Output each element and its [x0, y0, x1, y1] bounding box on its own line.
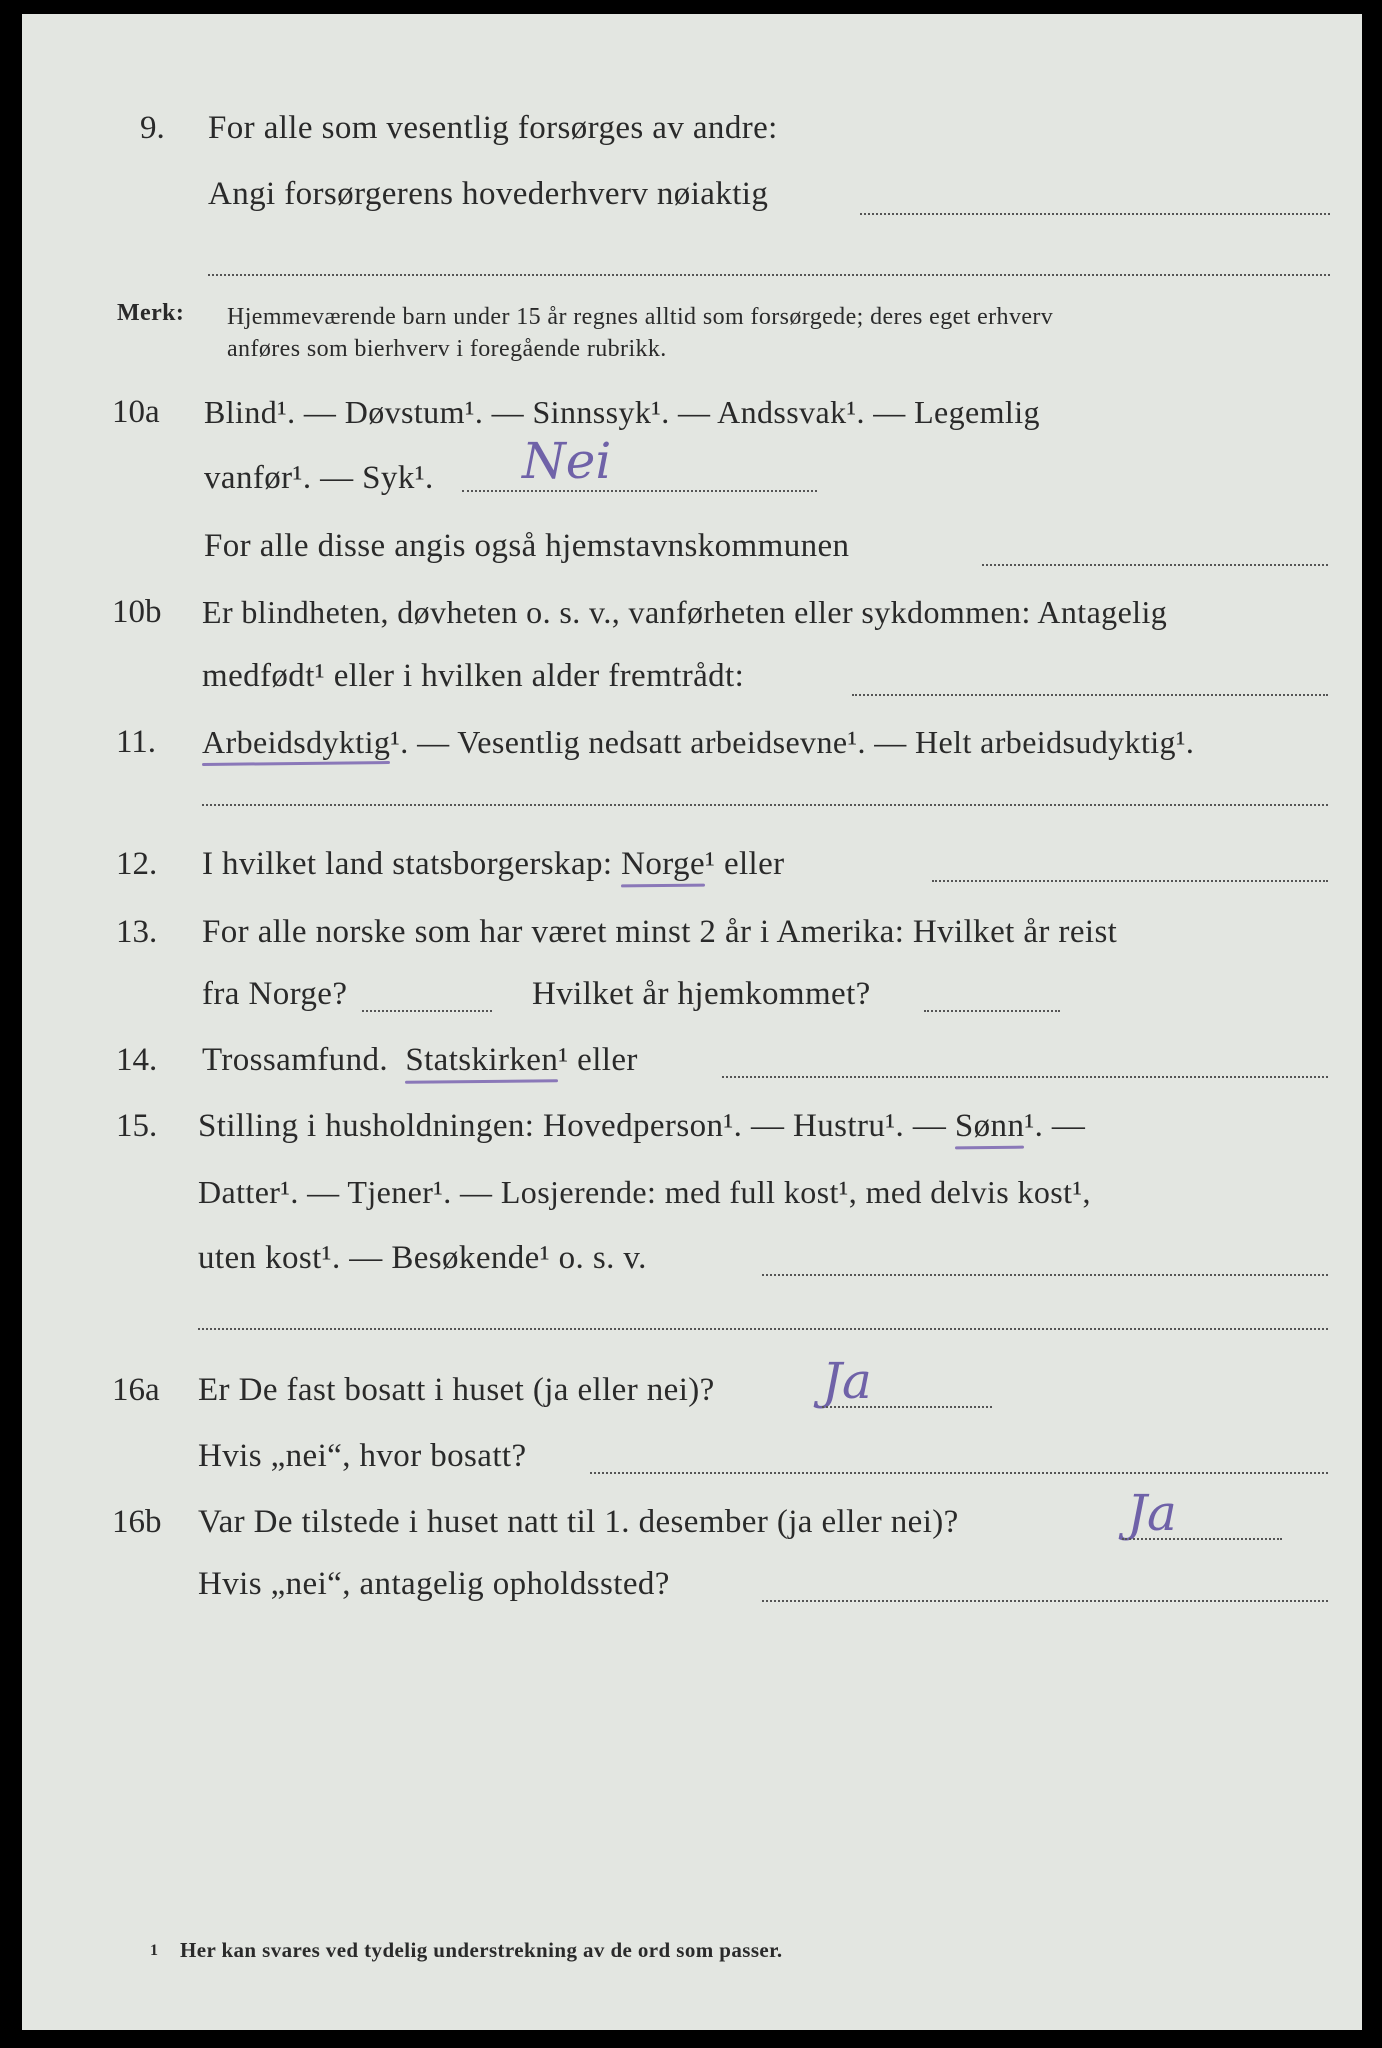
footnote-text: Her kan svares ved tydelig understrekning av de ord som passer. [180, 1938, 783, 1962]
q15-line1 [198, 1108, 1085, 1145]
q11-answer-line [202, 804, 1328, 806]
merk-line1: Hjemmeværende barn under 15 år regnes alltid som forsørgede; deres eget erhverv [227, 304, 1054, 330]
q13-line2b: Hvilket år hjemkommet? [532, 976, 871, 1012]
q16a-answer-line [822, 1406, 992, 1408]
q14-before: Trossamfund. [202, 1042, 389, 1078]
q12-number: 12. [116, 846, 158, 882]
q9-number: 9. [140, 110, 165, 146]
q16a-bosatt-line [590, 1472, 1328, 1474]
q9-answer-line [860, 213, 1330, 215]
q16a-number: 16a [112, 1372, 160, 1408]
q13-hjemkommet-line [924, 1010, 1060, 1012]
q15-underlined-answer: Sønn [954, 1108, 1025, 1144]
q12-before: I hvilket land statsborgerskap: [202, 846, 613, 882]
q10a-kommune-line [982, 564, 1328, 566]
census-form-page [22, 14, 1362, 2030]
q11-text [202, 724, 1194, 761]
q10a-line1: Blind¹. — Døvstum¹. — Sinnssyk¹. — Andssvak¹. — Legemlig [204, 394, 1040, 430]
q14-answer-line [722, 1076, 1328, 1078]
q9-line1: For alle som vesentlig forsørges av andre: [208, 110, 778, 146]
q16b-line1: Var De tilstede i huset natt til 1. desember (ja eller nei)? [198, 1504, 959, 1540]
q13-line1: For alle norske som har været minst 2 år i Amerika: Hvilket år reist [202, 914, 1118, 950]
q16b-opholdssted-line [762, 1600, 1328, 1602]
q14-after: ¹ eller [558, 1042, 638, 1078]
q16a-line1: Er De fast bosatt i huset (ja eller nei)? [198, 1372, 715, 1408]
q10a-answer-line [462, 490, 817, 492]
q10b-line2: medfødt¹ eller i hvilken alder fremtrådt: [202, 658, 745, 694]
q13-line2a: fra Norge? [202, 976, 348, 1012]
q10b-line1: Er blindheten, døvheten o. s. v., vanførheten eller sykdommen: Antagelig [202, 594, 1168, 630]
q10b-answer-line [852, 694, 1328, 696]
q10a-number: 10a [112, 394, 160, 430]
q9-answer-line2 [208, 274, 1330, 276]
q15-line1a: Stilling i husholdningen: Hovedperson¹. — Hustru¹. — [198, 1108, 947, 1144]
q15-line1b: ¹. — [1024, 1108, 1086, 1144]
footnote-mark: 1 [150, 1942, 159, 1959]
q12-underlined-answer: Norge [621, 846, 705, 882]
q14-text [202, 1042, 638, 1079]
q11-rest: ¹. — Vesentlig nedsatt arbeidsevne¹. — Helt arbeidsudyktig¹. [390, 724, 1195, 760]
merk-label: Merk: [117, 300, 185, 326]
q16a-line2: Hvis „nei“, hvor bosatt? [198, 1438, 527, 1474]
q11-underlined-answer: Arbeidsdyktig [202, 724, 391, 760]
q15-line2: Datter¹. — Tjener¹. — Losjerende: med full kost¹, med delvis kost¹, [198, 1174, 1091, 1210]
q14-number: 14. [116, 1042, 158, 1078]
q16b-handwritten-answer: Ja [1127, 1484, 1177, 1542]
q15-line3: uten kost¹. — Besøkende¹ o. s. v. [198, 1240, 647, 1276]
q12-answer-line [932, 880, 1328, 882]
q16b-number: 16b [112, 1504, 162, 1540]
q16b-answer-line [1122, 1538, 1282, 1540]
q12-after: ¹ eller [705, 846, 785, 882]
q13-number: 13. [116, 914, 158, 950]
merk-line2: anføres som bierhverv i foregående rubrikk. [227, 336, 667, 362]
q10a-line2: vanfør¹. — Syk¹. [204, 460, 434, 496]
q10b-number: 10b [112, 594, 162, 630]
q10a-handwritten-answer: Nei [522, 432, 612, 490]
q13-reist-line [362, 1010, 492, 1012]
q9-line2: Angi forsørgerens hovederhverv nøiaktig [208, 176, 769, 212]
q16a-handwritten-answer: Ja [822, 1352, 872, 1410]
q12-text [202, 846, 785, 883]
q15-answer-line2 [198, 1328, 1328, 1330]
q15-number: 15. [116, 1108, 158, 1144]
q16b-line2: Hvis „nei“, antagelig opholdssted? [198, 1566, 670, 1602]
q14-underlined-answer: Statskirken [405, 1042, 559, 1078]
q10a-line3: For alle disse angis også hjemstavnskommunen [204, 528, 850, 564]
q15-answer-line [762, 1274, 1328, 1276]
q11-number: 11. [116, 724, 157, 760]
